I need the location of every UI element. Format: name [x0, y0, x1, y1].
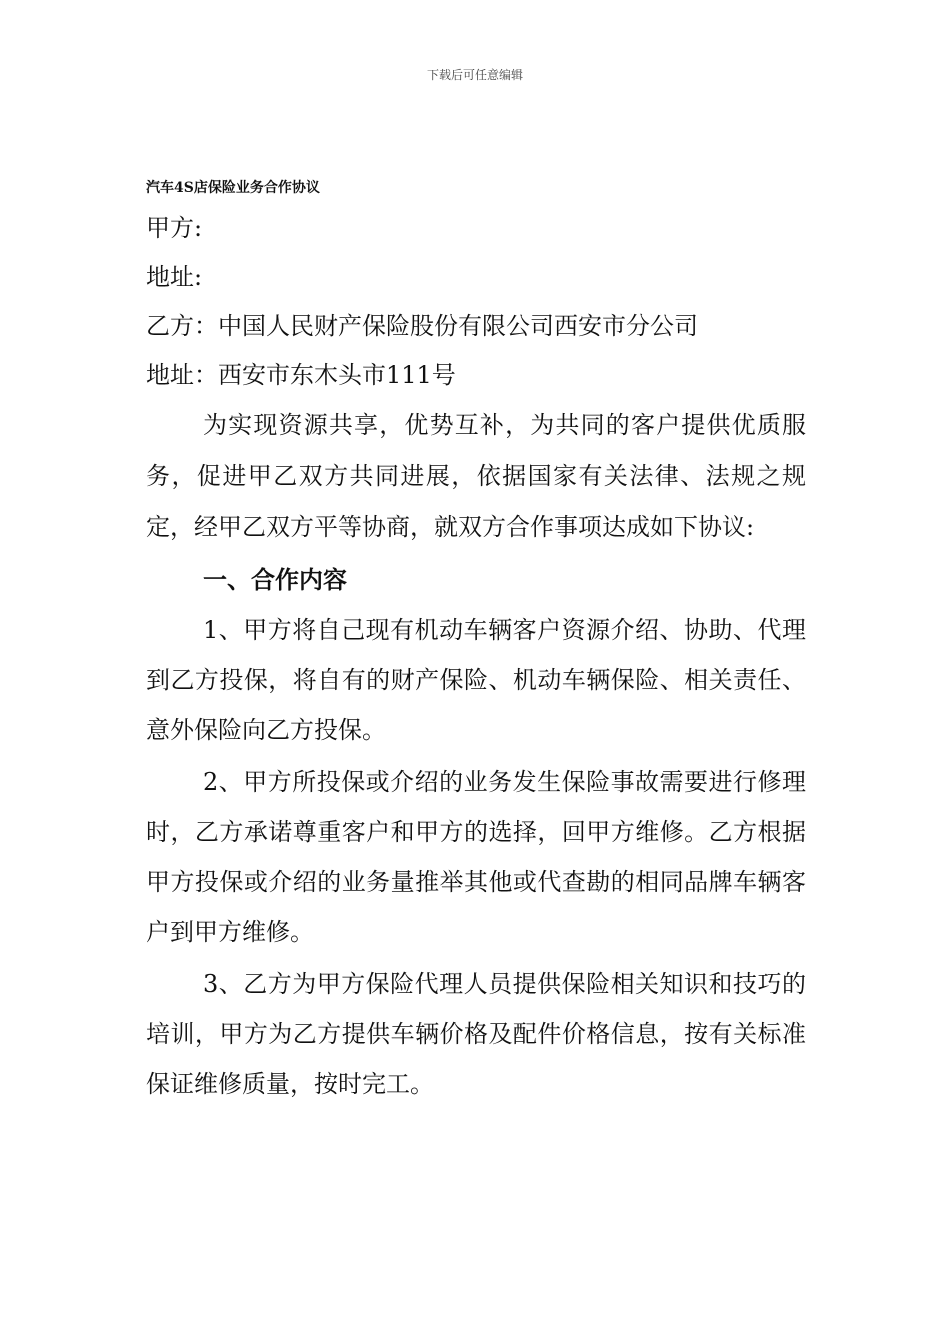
preamble-paragraph: 为实现资源共享，优势互补，为共同的客户提供优质服务，促进甲乙双方共同进展，依据国家有关法律、法规之规定，经甲乙双方平等协商，就双方合作事项达成如下协议: [146, 411, 806, 541]
clause-item-3: 3、乙方为甲方保险代理人员提供保险相关知识和技巧的培训，甲方为乙方提供车辆价格及配件价格信息，按有关标准保证维修质量，按时完工。 [146, 970, 806, 1098]
clause-item-1: 1、甲方将自己现有机动车辆客户资源介绍、协助、代理到乙方投保，将自有的财产保险、机动车辆保险、相关责任、意外保险向乙方投保。 [146, 616, 806, 744]
party-a-label: 甲方: [146, 214, 203, 242]
clause-item-2: 2、甲方所投保或介绍的业务发生保险事故需要进行修理时，乙方承诺尊重客户和甲方的选择，回甲方维修。乙方根据甲方投保或介绍的业务量推举其他或代查勘的相同品牌车辆客户到甲方维修。 [146, 768, 806, 946]
document-title: 汽车4S店保险业务合作协议 [146, 180, 320, 196]
party-a-address: 地址: [146, 263, 203, 291]
party-b: 乙方：中国人民财产保险股份有限公司西安市分公司 [146, 312, 698, 340]
header-note: 下载后可任意编辑 [426, 68, 523, 82]
party-b-address: 地址：西安市东木头市111号 [146, 361, 456, 389]
section-heading-cooperation: 一、合作内容 [203, 565, 347, 594]
document-body [146, 204, 806, 1109]
